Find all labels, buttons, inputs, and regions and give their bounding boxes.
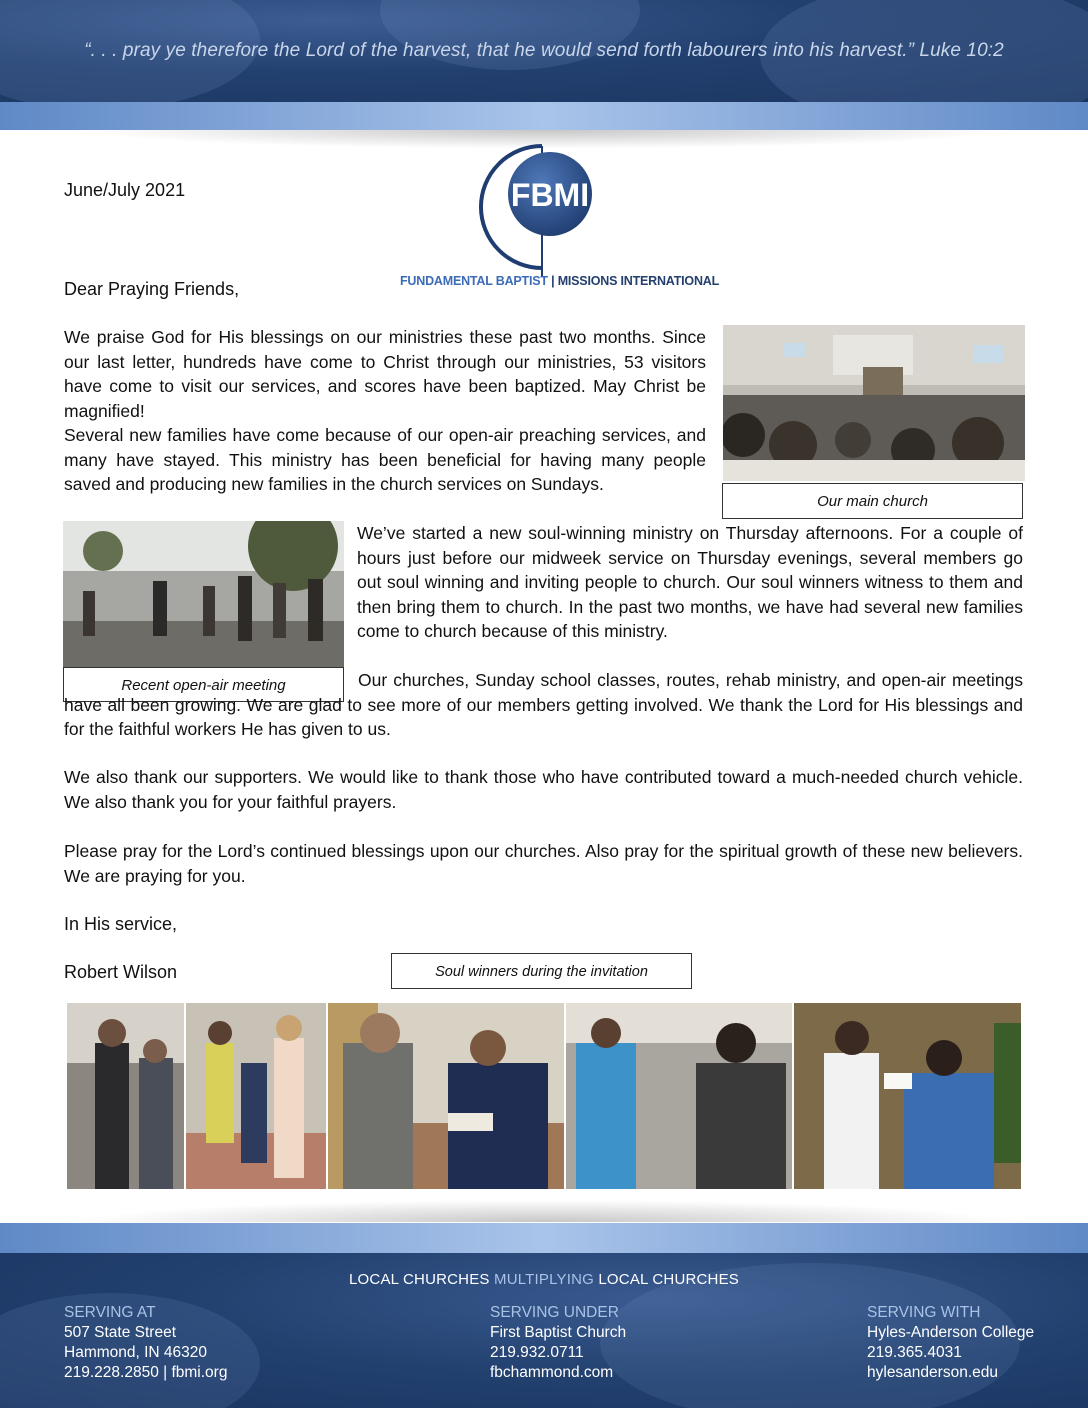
tagline-part: LOCAL CHURCHES	[349, 1271, 490, 1288]
letter-date: June/July 2021	[64, 180, 186, 200]
open-air-caption: Recent open-air meeting	[63, 667, 344, 702]
footer-heading: SERVING UNDER	[490, 1304, 619, 1321]
main-church-caption: Our main church	[722, 483, 1023, 519]
logo-wordmark: FUNDAMENTAL BAPTIST | MISSIONS INTERNATIONAL	[400, 274, 720, 288]
logo-name-part1: FUNDAMENTAL BAPTIST	[400, 274, 548, 288]
footer-line: Hyles-Anderson College	[867, 1324, 1035, 1341]
fbmi-emblem	[400, 142, 700, 277]
letter-paragraph: We praise God for His blessings on our ministries these past two months. Since our last letter, hundreds have come to Christ through our ministries, 53 visitors have come to visit our services, and scores have been baptized. May Christ be magnified!	[64, 327, 706, 421]
logo-name-part2: MISSIONS INTERNATIONAL	[557, 274, 720, 288]
fbmi-logo	[400, 142, 720, 292]
letter-paragraph: Several new families have come because of our open-air preaching services, and many have stayed. This ministry has been beneficial for having many people saved and producing new families in the church services on Sundays.	[64, 425, 706, 494]
footer-heading: SERVING WITH	[867, 1304, 981, 1321]
soul-winners-caption: Soul winners during the invitation	[391, 953, 692, 989]
footer-line: Hammond, IN 46320	[64, 1344, 208, 1361]
letter-closing: In His service,	[64, 914, 178, 934]
footer-heading: SERVING AT	[64, 1304, 156, 1321]
footer-tagline	[0, 1271, 1088, 1288]
header-stripe	[0, 102, 1088, 130]
letter-paragraph: We’ve started a new soul-winning ministry on Thursday afternoons. For a couple of hours just before our midweek service on Thursday evenings, several members go out soul winning and inviting people to church. Our soul winners witness to them and then bring them to church. In the past two months, we have had several new families come to church because of this ministry.	[357, 523, 1023, 641]
footer-column-serving-at	[64, 1303, 227, 1383]
footer-column-serving-with	[867, 1303, 1034, 1383]
logo-initials: FBMI	[510, 177, 590, 213]
footer-stripe	[0, 1223, 1088, 1253]
footer	[0, 1253, 1088, 1408]
footer-line: 219.932.0711	[490, 1344, 584, 1361]
footer-column-serving-under	[490, 1303, 626, 1383]
footer-line: fbchammond.com	[490, 1364, 614, 1381]
tagline-part: MULTIPLYING	[494, 1271, 594, 1288]
letter-paragraph: We also thank our supporters. We would like to thank those who have contributed toward a much-needed church vehicle. We also thank you for your faithful prayers.	[64, 767, 1023, 812]
soul-winners-photo	[794, 1003, 1021, 1189]
soul-winners-photo	[67, 1003, 184, 1189]
soul-winners-photo	[328, 1003, 564, 1189]
tagline-part: LOCAL CHURCHES	[598, 1271, 739, 1288]
footer-line: First Baptist Church	[490, 1324, 627, 1341]
letter-paragraph: Our churches, Sunday school classes, routes, rehab ministry, and open-air meetings have all been growing. We are glad to see more of our members getting involved. We thank the Lord for His blessings and for the faithful workers He has given to us.	[64, 670, 1023, 739]
footer-shadow	[0, 1196, 1088, 1222]
footer-line: hylesanderson.edu	[867, 1364, 998, 1381]
letter-greeting: Dear Praying Friends,	[64, 279, 240, 299]
soul-winners-photo	[186, 1003, 326, 1189]
soul-winners-photo	[566, 1003, 792, 1189]
footer-line: 219.228.2850 | fbmi.org	[64, 1364, 228, 1381]
main-church-photo	[723, 325, 1025, 481]
scripture-verse: “. . . pray ye therefore the Lord of the harvest, that he would send forth labourers into his harvest.” Luke 10:2	[84, 40, 1004, 61]
header-banner	[0, 0, 1088, 102]
open-air-photo	[63, 521, 344, 667]
footer-line: 507 State Street	[64, 1324, 177, 1341]
footer-line: 219.365.4031	[867, 1344, 962, 1361]
letter-paragraph: Please pray for the Lord’s continued blessings upon our churches. Also pray for the spiritual growth of these new believers. We are praying for you.	[64, 841, 1023, 886]
letter-signature: Robert Wilson	[64, 962, 178, 982]
